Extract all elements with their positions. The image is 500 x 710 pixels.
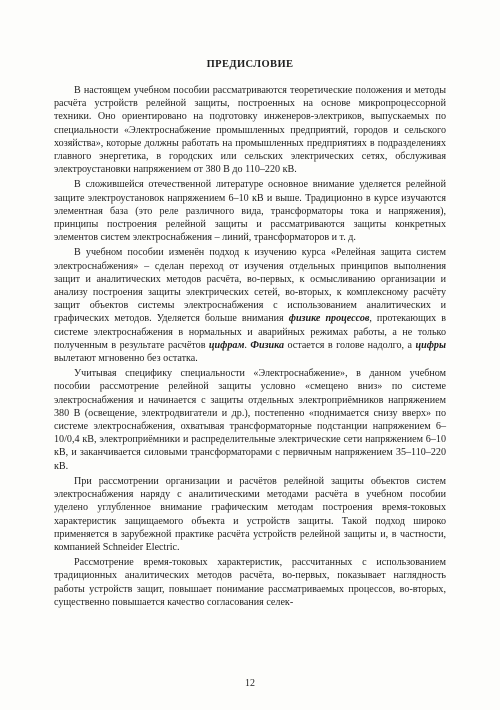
body-text xyxy=(54,84,446,609)
page-title: ПРЕДИСЛОВИЕ xyxy=(206,59,294,70)
paragraph-3-text-4: остается в голове надолго, а xyxy=(284,339,416,351)
paragraph-3-text-1: В учебном пособии изменён подход к изучению курса «Релейная защита систем электроснабжения» – сделан переход от изучения отдельных принципов выполнения защит и аналитических методов расчёта, во-первых, к осмысливанию организации и анализу построения защиты электрических сетей, во-вторых, к комплексному расчёту защит объектов системы электроснабжения с использованием аналитических и графических методов. Уделяется больше внимания xyxy=(54,247,446,325)
page-number: 12 xyxy=(245,678,255,689)
emphasis-figures-2: цифры xyxy=(415,339,446,351)
paragraph-5: При рассмотрении организации и расчётов релейной защиты объектов систем электроснабжения наряду с аналитическими методами расчёта в учебном пособии уделено углубленное внимание графическим методам построения время-токовых характеристик защищаемого объекта и устройств защиты. Такой подход широко применяется в зарубежной практике расчёта устройств релейной защиты и, в частности, компанией Schneider Electric. xyxy=(54,475,446,553)
emphasis-physics-of-processes: физике процессов xyxy=(288,313,370,325)
paragraph-3-text-5: вылетают мгновенно без остатка. xyxy=(54,353,198,365)
paragraph-2: В сложившейся отечественной литературе основное внимание уделяется релейной защите электроустановок напряжением 6–10 кВ и выше. Традиционно в курсе изучаются элементная база (это реле различного вида, трансформаторы тока и напряжения), принципы построения релейной защиты и рассматриваются защиты конкретных элементов систем электроснабжения – линий, трансформаторов и т. д. xyxy=(54,179,446,244)
emphasis-figures: цифрам xyxy=(208,339,245,351)
paragraph-3-text-3: . xyxy=(244,339,251,351)
paragraph-3 xyxy=(54,246,446,365)
paragraph-6: Рассмотрение время-токовых характеристик, рассчитанных с использованием традиционных аналитических методов расчёта, во-первых, показывает наглядность работы устройств защит, повышает понимание рассматриваемых процессов, во-вторых, существенно повышается качество согласования селек- xyxy=(54,557,446,608)
paragraph-1: В настоящем учебном пособии рассматриваются теоретические положения и методы расчёта устройств релейной защиты, построенных на основе микропроцессорной техники. Оно ориентировано на подготовку инженеров-электриков, выпускаемых по специальности «Электроснабжение промышленных предприятий, городов и сельского хозяйства», которые должны работать на промышленных предприятиях в подразделениях главного энергетика, в городских или сельских электрических сетях, обслуживая электроустановки напряжением от 380 В до 110–220 кВ. xyxy=(54,85,446,176)
paragraph-4: Учитывая специфику специальности «Электроснабжение», в данном учебном пособии рассмотрение релейной защиты условно «смещено вниз» по системе электроснабжения и начинается с защиты отдельных электроприёмников напряжением 380 В (освещение, электродвигатели и др.), постепенно «поднимается снизу вверх» по системе электроснабжения, охватывая трансформаторные подстанции напряжением 6–10/0,4 кВ, электроприёмники и распределительные электрические сети напряжением 6–10 кВ, и заканчивается силовыми трансформаторами с первичным напряжением 35–110–220 кВ. xyxy=(54,368,446,472)
paragraph-3-text-2: , протекающих в системе электроснабжения в нормальных и аварийных режимах работы, а не только полученным в результате расчётов xyxy=(54,313,446,351)
emphasis-physics: Физика xyxy=(250,339,285,351)
